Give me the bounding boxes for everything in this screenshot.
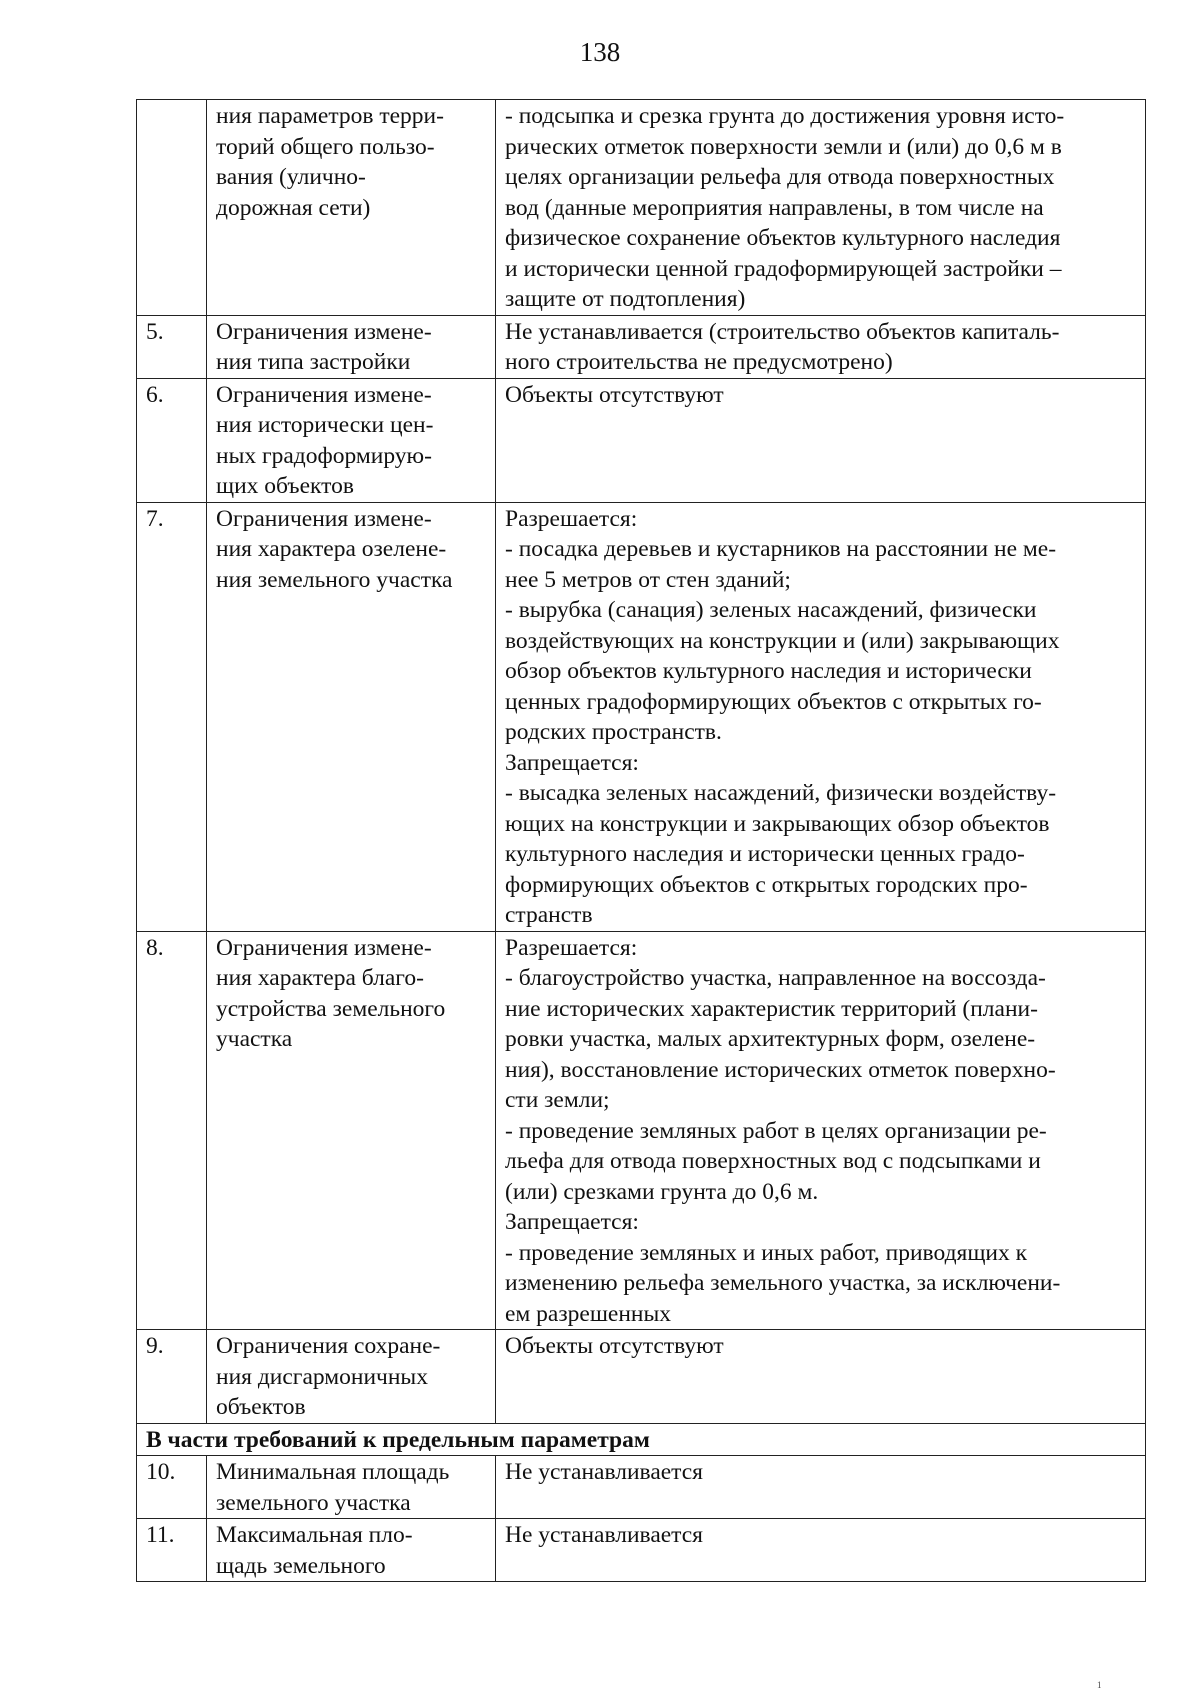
restriction-name-line: ния земельного участка [216,566,453,593]
restriction-name [207,1519,496,1582]
regulations-table [136,99,1146,1582]
restriction-name-line: Минимальная площадь [216,1459,450,1485]
requirement-line: - вырубка (санация) зеленых насаждений, физически [505,597,1037,623]
requirement-line: и исторически ценной градоформирующей застройки – [505,255,1062,282]
requirement-line: воздействующих на конструкции и (или) закрывающих [505,627,1060,654]
restriction-name [207,315,496,378]
requirement-line: вод (данные мероприятия направлены, в том числе на [505,194,1044,221]
requirement-line: ного строительства не предусмотрено) [505,349,893,375]
row-number: 11. [137,1519,207,1582]
restriction-name [207,378,496,502]
requirement-line: Разрешается: [505,505,638,532]
table-row [137,1330,1146,1424]
requirement-line: ровки участка, малых архитектурных форм, озелене- [505,1026,1036,1052]
requirement-line: Разрешается: [505,934,638,961]
requirement-line: - проведение земляных и иных работ, приводящих к [505,1239,1028,1266]
requirement-line: ценных градоформирующих объектов с открытых го- [505,688,1042,715]
table-row [137,100,1146,316]
restriction-name-line: ных градоформирую- [216,442,432,469]
restriction-name-line: Ограничения сохране- [216,1333,441,1359]
restriction-name-line: ния исторически цен- [216,412,434,438]
requirement-text [496,1330,1146,1424]
table-row [137,315,1146,378]
restriction-name-line: ния дисгармоничных [216,1363,428,1390]
section-heading: В части требований к предельным параметрам [137,1423,1146,1456]
restriction-name-line: торий общего пользо- [216,133,435,160]
restriction-name [207,931,496,1330]
requirement-text [496,502,1146,931]
restriction-name-line: Максимальная пло- [216,1522,413,1548]
row-number: 5. [137,315,207,378]
requirement-line: льефа для отвода поверхностных вод с подсыпками и [505,1148,1041,1174]
corner-mark: 1 [1097,1680,1102,1690]
requirement-line: изменению рельефа земельного участка, за исключени- [505,1270,1061,1296]
row-number: 8. [137,931,207,1330]
requirement-line: Запрещается: [505,1209,639,1235]
requirement-line: Не устанавливается [505,1522,703,1548]
restriction-name-line: устройства земельного [216,995,446,1022]
restriction-name-line: земельного участка [216,1489,411,1516]
row-number: 7. [137,502,207,931]
requirement-line: - высадка зеленых насаждений, физически воздейству- [505,780,1057,806]
requirement-line: формирующих объектов с открытых городских про- [505,871,1028,898]
requirement-line: Объекты отсутствуют [505,381,724,408]
restriction-name-line: ния характера благо- [216,965,424,991]
row-number: 6. [137,378,207,502]
requirement-text [496,100,1146,316]
requirement-line: обзор объектов культурного наследия и исторически [505,658,1032,684]
requirement-line: нее 5 метров от стен зданий; [505,566,791,593]
restriction-name [207,100,496,316]
requirement-line: ющих на конструкции и закрывающих обзор объектов [505,810,1050,837]
restriction-name-line: объектов [216,1394,306,1420]
table-row [137,1456,1146,1519]
row-number: 9. [137,1330,207,1424]
requirement-line: целях организации рельефа для отвода поверхностных [505,164,1055,190]
row-number [137,100,207,316]
restriction-name-line: ния типа застройки [216,349,411,375]
requirement-line: родских пространств. [505,719,722,745]
restriction-name-line: ния параметров терри- [216,103,444,129]
requirement-line: физическое сохранение объектов культурного наследия [505,225,1061,251]
requirement-line: защите от подтопления) [505,286,746,312]
requirement-text [496,378,1146,502]
requirement-text [496,1456,1146,1519]
table-row [137,1519,1146,1582]
requirement-line: культурного наследия и исторически ценных градо- [505,841,1025,867]
restriction-name-line: Ограничения измене- [216,381,432,408]
requirement-line: ем разрешенных [505,1300,672,1327]
requirement-line: ния), восстановление исторических отметок поверхно- [505,1056,1056,1083]
restriction-name-line: Ограничения измене- [216,934,432,961]
requirement-text [496,315,1146,378]
row-number: 10. [137,1456,207,1519]
requirement-line: Запрещается: [505,749,639,776]
table-row [137,502,1146,931]
requirement-line: - проведение земляных работ в целях организации ре- [505,1117,1047,1144]
restriction-name [207,502,496,931]
requirement-line: ние исторических характеристик территорий (плани- [505,995,1038,1022]
restriction-name-line: Ограничения измене- [216,318,432,345]
table-row [137,931,1146,1330]
requirement-line: сти земли; [505,1087,610,1113]
restriction-name-line: Ограничения измене- [216,505,432,532]
requirement-line: - посадка деревьев и кустарников на расстоянии не ме- [505,536,1057,562]
table-row [137,378,1146,502]
requirement-line: Объекты отсутствуют [505,1333,724,1359]
requirement-line: (или) срезками грунта до 0,6 м. [505,1178,819,1205]
restriction-name-line: дорожная сети) [216,194,371,221]
restriction-name-line: щих объектов [216,473,354,499]
regulations-table-body [137,100,1146,1582]
requirement-line: Не устанавливается [505,1459,703,1485]
restriction-name-line: щадь земельного [216,1552,386,1579]
page-number: 138 [579,37,621,67]
requirement-line: странств [505,902,593,928]
restriction-name-line: ния характера озелене- [216,536,447,562]
restriction-name-line: участка [216,1026,293,1052]
section-heading-row [137,1423,1146,1456]
restriction-name [207,1456,496,1519]
requirement-line: - подсыпка и срезка грунта до достижения уровня исто- [505,103,1065,129]
requirement-line: - благоустройство участка, направленное на воссозда- [505,965,1046,991]
requirement-text [496,931,1146,1330]
requirement-text [496,1519,1146,1582]
requirement-line: рических отметок поверхности земли и (или) до 0,6 м в [505,133,1062,160]
restriction-name [207,1330,496,1424]
requirement-line: Не устанавливается (строительство объектов капиталь- [505,318,1060,345]
restriction-name-line: вания (улично- [216,164,366,190]
